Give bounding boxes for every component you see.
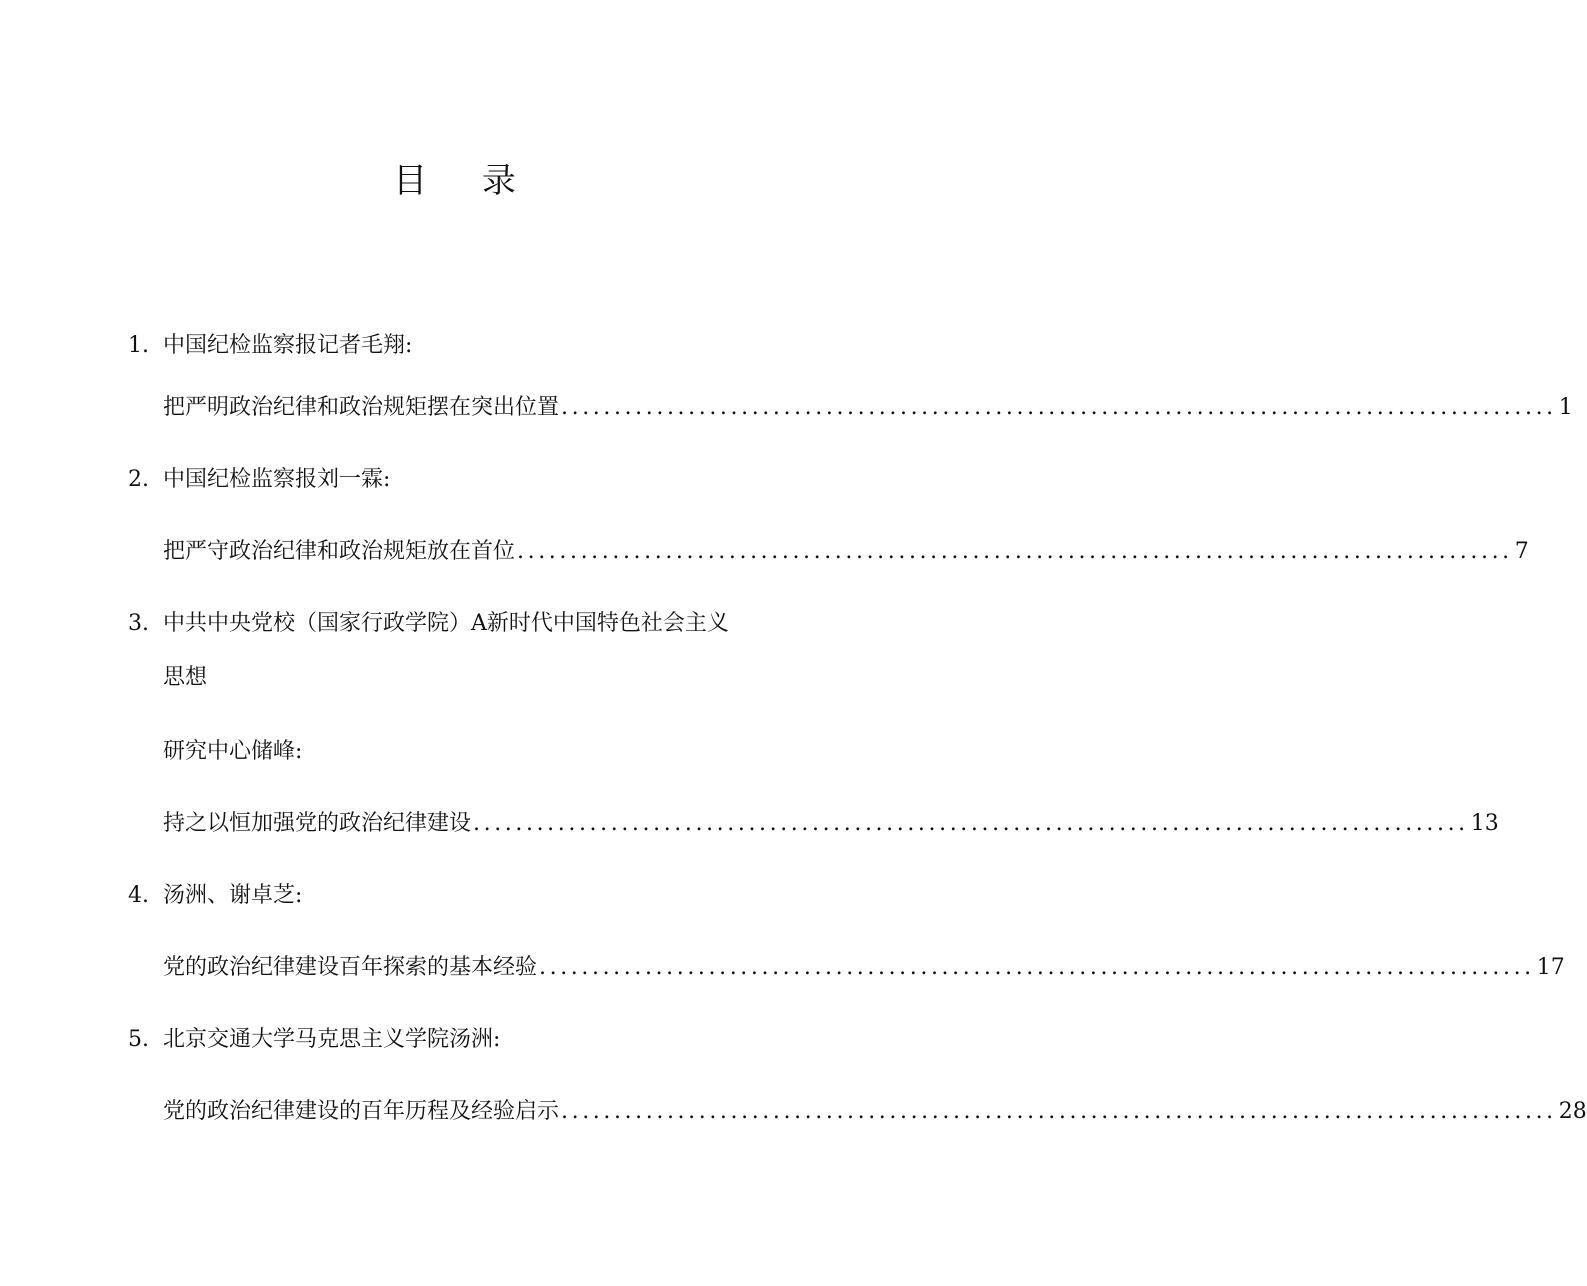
toc-leader-dots: .............................................................................................. [473, 811, 1469, 836]
toc-item-author-cont: 研究中心储峰: [163, 739, 303, 764]
toc-leader-dots: .............................................................................................. [561, 395, 1557, 420]
toc-item-number: 2. [128, 467, 149, 492]
toc-item-number: 4. [128, 883, 149, 908]
toc-page-number: 13 [1470, 811, 1499, 836]
toc-page-number: 28 [1558, 1099, 1587, 1124]
toc-item-author: 中国纪检监察报记者毛翔: [163, 333, 413, 358]
toc-item-author: 北京交通大学马克思主义学院汤洲: [163, 1027, 501, 1052]
toc-page-number: 17 [1536, 955, 1565, 980]
toc-entry-title: 党的政治纪律建设百年探索的基本经验 [163, 955, 538, 980]
toc-entry-title: 党的政治纪律建设的百年历程及经验启示 [163, 1099, 560, 1124]
toc-page-number: 7 [1514, 539, 1529, 564]
toc-entry-title: 把严明政治纪律和政治规矩摆在突出位置 [163, 395, 560, 420]
toc-item-number: 5. [128, 1027, 149, 1052]
toc-item-author: 汤洲、谢卓芝: [163, 883, 303, 908]
toc-leader-dots: .............................................................................................. [539, 955, 1535, 980]
toc-leader-dots: .............................................................................................. [561, 1099, 1557, 1124]
toc-entry-5[interactable] [163, 1096, 1587, 1128]
page-title: 目 录 [393, 161, 538, 201]
toc-entry-1[interactable] [163, 392, 1573, 424]
toc-entry-2[interactable] [163, 536, 1529, 568]
toc-entry-3[interactable] [163, 808, 1499, 840]
toc-item-author-cont: 思想 [163, 665, 208, 690]
toc-item-number: 1. [128, 333, 149, 358]
toc-entry-4[interactable] [163, 952, 1565, 984]
toc-item-number: 3. [128, 611, 149, 636]
toc-leader-dots: .............................................................................................. [517, 539, 1513, 564]
toc-item-author: 中共中央党校（国家行政学院）A新时代中国特色社会主义 [163, 611, 729, 636]
toc-page-number: 1 [1558, 395, 1573, 420]
toc-entry-title: 把严守政治纪律和政治规矩放在首位 [163, 539, 516, 564]
toc-entry-title: 持之以恒加强党的政治纪律建设 [163, 811, 472, 836]
toc-item-author: 中国纪检监察报刘一霖: [163, 467, 391, 492]
